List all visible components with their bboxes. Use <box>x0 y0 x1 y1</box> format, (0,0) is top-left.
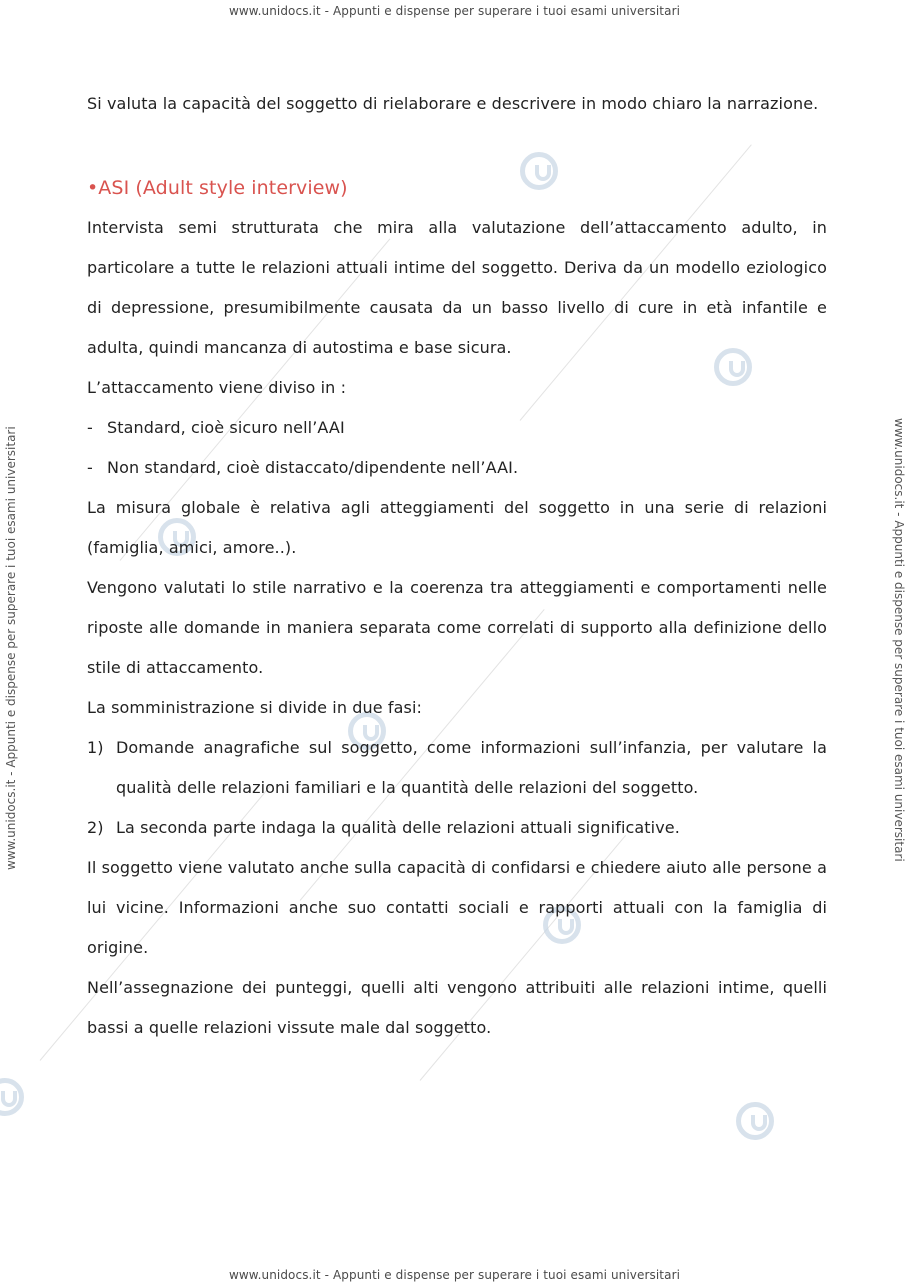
paragraph-evaluation: Vengono valutati lo stile narrativo e la coerenza tra atteggiamenti e comportamenti nelle riposte alle domande in maniera separata come correlati di supporto alla definizione dello stile di attaccamento. <box>87 578 827 677</box>
list-item <box>87 728 827 808</box>
list-item <box>87 808 827 848</box>
watermark-banner-bottom: www.unidocs.it - Appunti e dispense per superare i tuoi esami universitari <box>228 1268 681 1282</box>
list-number: 1) <box>87 738 104 757</box>
document-body <box>87 84 827 1048</box>
watermark-banner-top: www.unidocs.it - Appunti e dispense per superare i tuoi esami universitari <box>228 4 681 18</box>
division-intro: L’attaccamento viene diviso in : <box>87 378 347 397</box>
list-item-text: La seconda parte indaga la qualità delle relazioni attuali significative. <box>116 818 680 837</box>
paragraph-confiding: Il soggetto viene valutato anche sulla capacità di confidarsi e chiedere aiuto alle persone a lui vicine. Informazioni anche suo contatti sociali e rapporti attuali con la famiglia di origine. <box>87 858 827 957</box>
list-item-text: Domande anagrafiche sul soggetto, come informazioni sull’infanzia, per valutare la qualità delle relazioni familiari e la quantità delle relazioni del soggetto. <box>116 738 827 797</box>
section-heading: •ASI (Adult style interview) <box>87 177 348 199</box>
list-item-text: Non standard, cioè distaccato/dipendente nell’AAI. <box>107 458 519 477</box>
paragraph-definition: Intervista semi strutturata che mira alla valutazione dell’attaccamento adulto, in particolare a tutte le relazioni attuali intime del soggetto. Deriva da un modello eziologico di depressione, presumibilmente causata da un basso livello di cure in età infantile e adulta, quindi mancanza di autostima e base sicura. <box>87 218 827 357</box>
watermark-banner-left: www.unidocs.it - Appunti e dispense per superare i tuoi esami universitari <box>4 426 18 870</box>
list-item <box>87 448 827 488</box>
list-item-text: Standard, cioè sicuro nell’AAI <box>107 418 345 437</box>
phases-intro: La somministrazione si divide in due fasi: <box>87 698 423 717</box>
paragraph-global-measure: La misura globale è relativa agli atteggiamenti del soggetto in una serie di relazioni (famiglia, amici, amore..). <box>87 498 827 557</box>
list-number: 2) <box>87 818 104 837</box>
unidocs-logo-icon <box>736 1102 774 1140</box>
paragraph-scoring: Nell’assegnazione dei punteggi, quelli alti vengono attribuiti alle relazioni intime, quelli bassi a quelle relazioni vissute male dal soggetto. <box>87 978 827 1037</box>
unidocs-logo-icon <box>0 1078 24 1116</box>
intro-paragraph: Si valuta la capacità del soggetto di rielaborare e descrivere in modo chiaro la narrazione. <box>87 94 819 113</box>
list-item <box>87 408 827 448</box>
watermark-banner-right: www.unidocs.it - Appunti e dispense per superare i tuoi esami universitari <box>892 418 906 862</box>
list-marker: - <box>87 418 93 437</box>
list-marker: - <box>87 458 93 477</box>
